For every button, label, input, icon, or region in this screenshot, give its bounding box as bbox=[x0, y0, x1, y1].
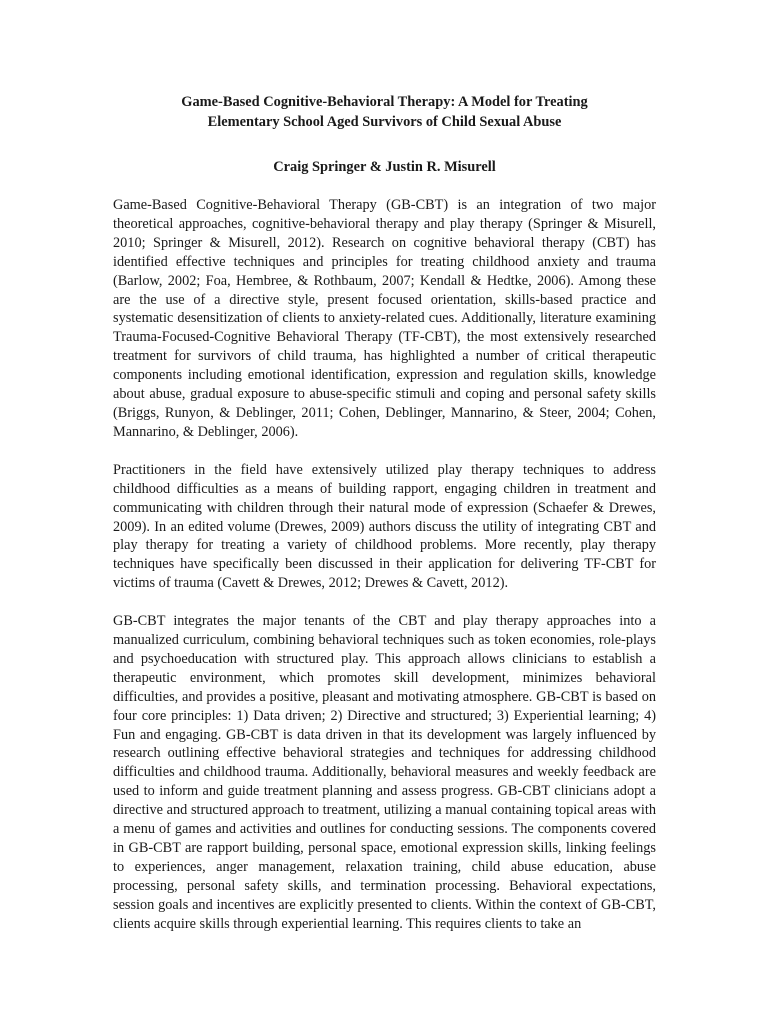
title-line-1: Game-Based Cognitive-Behavioral Therapy: A Model for Treating bbox=[181, 94, 588, 110]
paragraph-2: Practitioners in the field have extensively utilized play therapy techniques to address childhood difficulties as a means of building rapport, engaging children in treatment and communicating with children through their natural mode of expression (Schaefer & Drewes, 2009). In an edited volume (Drewes, 2009) authors discuss the utility of integrating CBT and play therapy for treating a variety of childhood problems. More recently, play therapy techniques have specifically been discussed in their application for delivering TF-CBT for victims of trauma (Cavett & Drewes, 2012; Drewes & Cavett, 2012). bbox=[113, 461, 656, 592]
document-title bbox=[113, 92, 656, 132]
document-page bbox=[113, 92, 656, 934]
title-line-2: Elementary School Aged Survivors of Child Sexual Abuse bbox=[207, 114, 562, 130]
paragraph-1: Game-Based Cognitive-Behavioral Therapy (GB-CBT) is an integration of two major theoretical approaches, cognitive-behavioral therapy and play therapy (Springer & Misurell, 2010; Springer & Misurell, 2012). Research on cognitive behavioral therapy (CBT) has identified effective techniques and principles for treating childhood anxiety and trauma (Barlow, 2002; Foa, Hembree, & Rothbaum, 2007; Kendall & Hedtke, 2006). Among these are the use of a directive style, present focused orientation, skills-based practice and systematic desensitization of clients to anxiety-related cues. Additionally, literature examining Trauma-Focused-Cognitive Behavioral Therapy (TF-CBT), the most extensively researched treatment for survivors of child trauma, has highlighted a number of critical therapeutic components including emotional identification, expression and regulation skills, knowledge about abuse, gradual exposure to abuse-specific stimuli and coping and personal safety skills (Briggs, Runyon, & Deblinger, 2011; Cohen, Deblinger, Mannarino, & Steer, 2004; Cohen, Mannarino, & Deblinger, 2006). bbox=[113, 197, 656, 440]
paragraph-3: GB-CBT integrates the major tenants of the CBT and play therapy approaches into a manualized curriculum, combining behavioral techniques such as token economies, role-plays and psychoeducation with structured play. This approach allows clinicians to establish a therapeutic environment, which promotes skill development, minimizes behavioral difficulties, and provides a positive, pleasant and motivating atmosphere. GB-CBT is based on four core principles: 1) Data driven; 2) Directive and structured; 3) Experiential learning; 4) Fun and engaging. GB-CBT is data driven in that its development was largely influenced by research outlining effective behavioral strategies and techniques for addressing childhood difficulties and childhood trauma. Additionally, behavioral measures and weekly feedback are used to inform and guide treatment planning and assess progress. GB-CBT clinicians adopt a directive and structured approach to treatment, utilizing a manual containing topical areas with a menu of games and activities and outlines for conducting sessions. The components covered in GB-CBT are rapport building, personal space, emotional expression skills, linking feelings to experiences, anger management, relaxation training, child abuse education, abuse processing, personal safety skills, and termination processing. Behavioral expectations, session goals and incentives are explicitly presented to clients. Within the context of GB-CBT, clients acquire skills through experiential learning. This requires clients to take an bbox=[113, 613, 656, 932]
document-authors: Craig Springer & Justin R. Misurell bbox=[273, 159, 496, 175]
